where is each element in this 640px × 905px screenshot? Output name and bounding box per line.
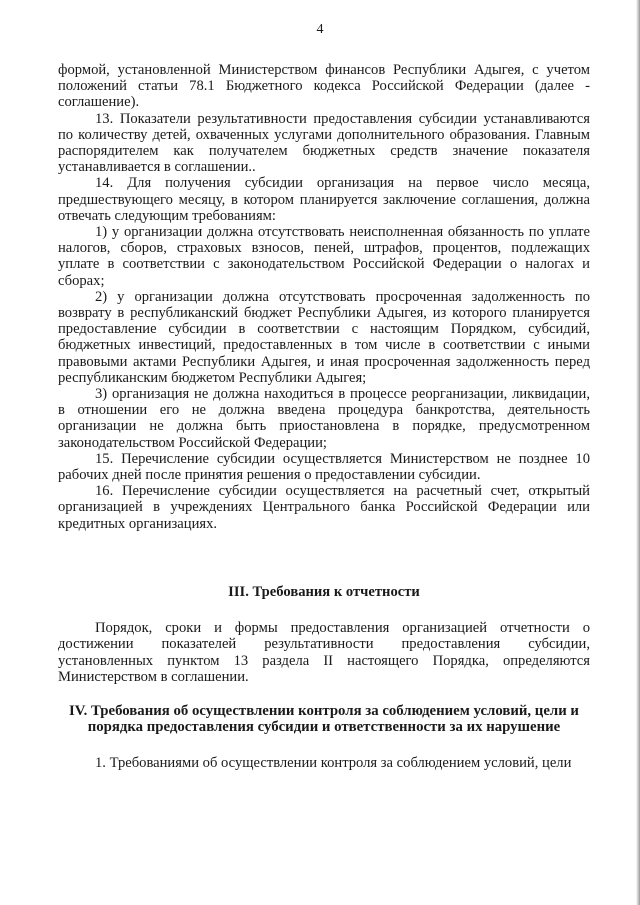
page-number: 4 xyxy=(316,22,324,37)
section-4-heading: IV. Требования об осуществлении контроля за соблюдением условий, цели и порядка предоставления субсидии и ответственности за их нарушение xyxy=(69,702,579,736)
requirement-3: 3) организация не должна находиться в процессе реорганизации, ликвидации, в отношении его не должна введена процедура банкротства, деятельность организации не должна быть приостановлена в порядке, предусмотренном законодательством Российской Федерации; xyxy=(58,386,590,451)
paragraph-16: 16. Перечисление субсидии осуществляется на расчетный счет, открытый организацией в учреждениях Центрального банка Российской Федерации или кредитных организациях. xyxy=(58,483,590,532)
section-3-heading: III. Требования к отчетности xyxy=(228,583,420,600)
paragraph-13: 13. Показатели результативности предоставления субсидии устанавливаются по количеству детей, охваченных услугами дополнительного образования. Главным распорядителем как получателем бюджетных средств значение показателя устанавливается в соглашении.. xyxy=(58,110,590,176)
scan-edge-shadow xyxy=(636,0,640,905)
paragraph-14: 14. Для получения субсидии организация на первое число месяца, предшествующего месяцу, в котором планируется заключение соглашения, должна отвечать следующим требованиям: xyxy=(58,175,590,224)
section-4-paragraph-1: 1. Требованиями об осуществлении контроля за соблюдением условий, цели xyxy=(95,755,572,772)
section-3-paragraph: Порядок, сроки и формы предоставления организацией отчетности о достижении показателей результативности предоставления субсидии, установленных пунктом 13 раздела II настоящего Порядка, определяются Министерством в соглашении. xyxy=(58,620,590,685)
paragraph-continuation: формой, установленной Министерством финансов Республики Адыгея, с учетом положений статьи 78.1 Бюджетного кодекса Российской Федерации (далее - соглашение). xyxy=(58,62,590,111)
document-body xyxy=(58,62,590,772)
paragraph-15: 15. Перечисление субсидии осуществляется Министерством не позднее 10 рабочих дней после принятия решения о предоставлении субсидии. xyxy=(58,450,590,484)
requirement-1: 1) у организации должна отсутствовать неисполненная обязанность по уплате налогов, сборов, страховых взносов, пеней, штрафов, процентов, подлежащих уплате в соответствии с законодательством Российской Федерации о налогах и сборах; xyxy=(58,224,590,289)
requirement-2: 2) у организации должна отсутствовать просроченная задолженность по возврату в республиканский бюджет Республики Адыгея, из которого планируется предоставление субсидии в соответствии с настоящим Порядком, субсидий, бюджетных инвестиций, предоставленных в том числе в соответствии с иными правовыми актами Республики Адыгея, и иная просроченная задолженность перед республиканским бюджетом Республики Адыгея; xyxy=(58,288,590,386)
